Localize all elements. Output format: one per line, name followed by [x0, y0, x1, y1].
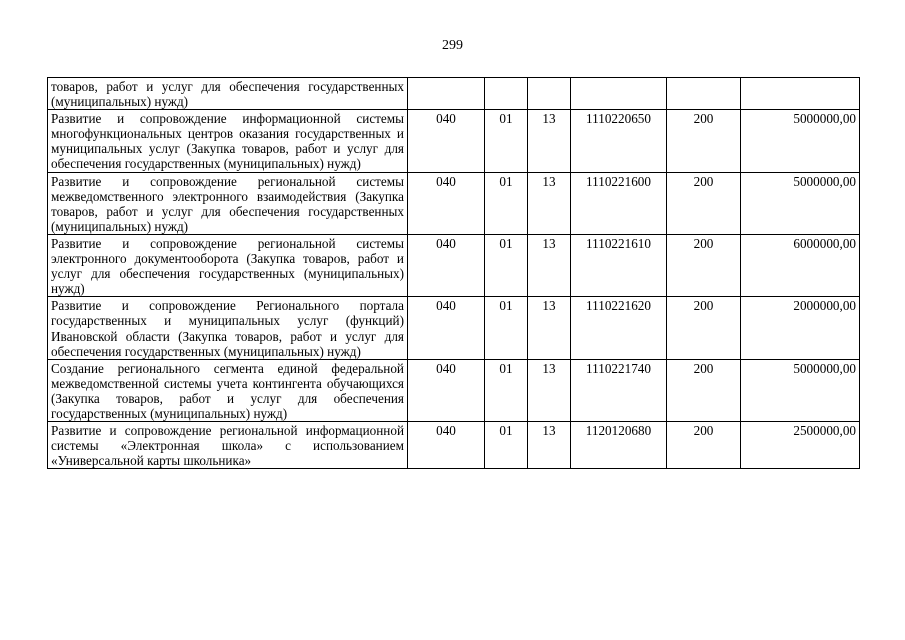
target-article-cell — [571, 78, 667, 110]
ministry-code-cell — [408, 78, 485, 110]
ministry-code-cell: 040 — [408, 110, 485, 172]
amount-cell: 5000000,00 — [741, 110, 860, 172]
expense-type-cell: 200 — [667, 172, 741, 234]
expense-type-cell: 200 — [667, 422, 741, 469]
subsection-code-cell — [528, 78, 571, 110]
table-body — [48, 78, 860, 469]
table-row — [48, 422, 860, 469]
expense-type-cell: 200 — [667, 234, 741, 296]
ministry-code-cell: 040 — [408, 234, 485, 296]
subsection-code-cell: 13 — [528, 234, 571, 296]
description-cell: Развитие и сопровождение региональной системы электронного документооборота (Закупка товаров, работ и услуг для обеспечения государственных (муниципальных) нужд) — [48, 234, 408, 296]
subsection-code-cell: 13 — [528, 359, 571, 421]
table-row — [48, 78, 860, 110]
description-cell: Создание регионального сегмента единой федеральной межведомственной системы учета контингента обучающихся (Закупка товаров, работ и услуг для обеспечения государственных (муниципальных) нужд) — [48, 359, 408, 421]
amount-cell: 5000000,00 — [741, 359, 860, 421]
amount-cell — [741, 78, 860, 110]
subsection-code-cell: 13 — [528, 297, 571, 359]
expense-type-cell: 200 — [667, 110, 741, 172]
section-code-cell: 01 — [485, 172, 528, 234]
section-code-cell: 01 — [485, 359, 528, 421]
amount-cell: 2500000,00 — [741, 422, 860, 469]
target-article-cell: 1120120680 — [571, 422, 667, 469]
ministry-code-cell: 040 — [408, 297, 485, 359]
section-code-cell: 01 — [485, 110, 528, 172]
amount-cell: 6000000,00 — [741, 234, 860, 296]
ministry-code-cell: 040 — [408, 172, 485, 234]
description-cell: Развитие и сопровождение Регионального портала государственных и муниципальных услуг (функций) Ивановской области (Закупка товаров, работ и услуг для обеспечения государственных (муниципальных) нужд) — [48, 297, 408, 359]
expense-type-cell — [667, 78, 741, 110]
expense-type-cell: 200 — [667, 297, 741, 359]
subsection-code-cell: 13 — [528, 110, 571, 172]
table-row — [48, 359, 860, 421]
page-number: 299 — [442, 38, 463, 53]
table-row — [48, 172, 860, 234]
target-article-cell: 1110220650 — [571, 110, 667, 172]
description-cell: Развитие и сопровождение информационной системы многофункциональных центров оказания государственных и муниципальных услуг (Закупка товаров, работ и услуг для обеспечения государственных (муниципальных) нужд) — [48, 110, 408, 172]
target-article-cell: 1110221610 — [571, 234, 667, 296]
description-cell: товаров, работ и услуг для обеспечения государственных (муниципальных) нужд) — [48, 78, 408, 110]
section-code-cell: 01 — [485, 422, 528, 469]
section-code-cell: 01 — [485, 234, 528, 296]
subsection-code-cell: 13 — [528, 172, 571, 234]
amount-cell: 2000000,00 — [741, 297, 860, 359]
table-row — [48, 297, 860, 359]
section-code-cell: 01 — [485, 297, 528, 359]
ministry-code-cell: 040 — [408, 422, 485, 469]
description-cell: Развитие и сопровождение региональной информационной системы «Электронная школа» с использованием «Универсальной карты школьника» — [48, 422, 408, 469]
subsection-code-cell: 13 — [528, 422, 571, 469]
budget-table — [47, 77, 860, 469]
expense-type-cell: 200 — [667, 359, 741, 421]
table-row — [48, 110, 860, 172]
ministry-code-cell: 040 — [408, 359, 485, 421]
description-cell: Развитие и сопровождение региональной системы межведомственного электронного взаимодействия (Закупка товаров, работ и услуг для обеспечения государственных (муниципальных) нужд) — [48, 172, 408, 234]
target-article-cell: 1110221600 — [571, 172, 667, 234]
amount-cell: 5000000,00 — [741, 172, 860, 234]
target-article-cell: 1110221740 — [571, 359, 667, 421]
section-code-cell — [485, 78, 528, 110]
target-article-cell: 1110221620 — [571, 297, 667, 359]
table-row — [48, 234, 860, 296]
